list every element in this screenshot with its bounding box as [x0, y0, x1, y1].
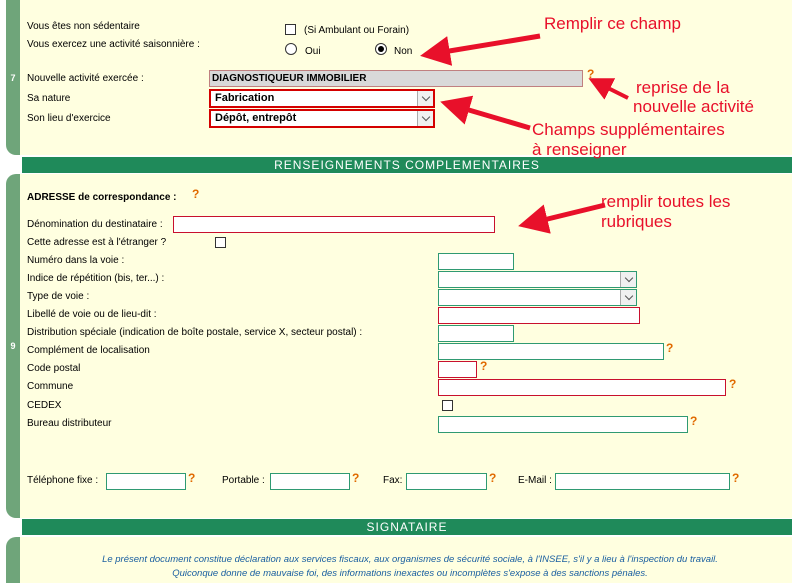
annotation-champs-2: à renseigner	[532, 140, 627, 159]
type-voie-select[interactable]	[438, 289, 637, 306]
nature-select-value: Fabrication	[215, 92, 275, 104]
nature-label: Sa nature	[27, 93, 71, 104]
annotation-reprise-1: reprise de la	[636, 78, 730, 97]
commune-input[interactable]	[438, 379, 726, 396]
complement-help-icon[interactable]: ?	[666, 341, 674, 355]
commune-help-icon[interactable]: ?	[729, 377, 737, 391]
numero-label: Numéro dans la voie :	[27, 255, 125, 266]
code-postal-help-icon[interactable]: ?	[480, 359, 488, 373]
lieu-select-value: Dépôt, entrepôt	[215, 112, 297, 124]
fax-help-icon[interactable]: ?	[489, 471, 497, 485]
denomination-label: Dénomination du destinataire :	[27, 219, 163, 230]
activite-field: DIAGNOSTIQUEUR IMMOBILIER	[209, 70, 583, 87]
bureau-help-icon[interactable]: ?	[690, 414, 698, 428]
libelle-label: Libellé de voie ou de lieu-dit :	[27, 309, 157, 320]
bureau-label: Bureau distributeur	[27, 418, 112, 429]
signataire-side	[6, 537, 20, 583]
chevron-down-icon	[620, 272, 636, 287]
cedex-checkbox[interactable]	[442, 400, 453, 411]
indice-select[interactable]	[438, 271, 637, 288]
section-9-number: 9	[6, 174, 20, 518]
oui-label: Oui	[305, 46, 321, 57]
signataire-banner: SIGNATAIRE	[22, 519, 792, 535]
adresse-title: ADRESSE de correspondance :	[27, 192, 177, 203]
email-label: E-Mail :	[518, 475, 552, 486]
chevron-down-icon	[620, 290, 636, 305]
saisonniere-oui-radio[interactable]	[285, 43, 297, 55]
legal-line-1: Le présent document constitue déclaration aux services fiscaux, aux organismes de sécurité sociale, à l'INSEE, s'il y a lieu à l'inspection du travail.	[102, 554, 718, 565]
annotation-rubriques-1: remplir toutes les	[601, 192, 731, 211]
adresse-help-icon[interactable]: ?	[192, 187, 200, 201]
commune-label: Commune	[27, 381, 74, 392]
telephone-input[interactable]	[106, 473, 186, 490]
non-label: Non	[394, 46, 413, 57]
lieu-label: Son lieu d'exercice	[27, 113, 111, 124]
etranger-checkbox[interactable]	[215, 237, 226, 248]
type-voie-label: Type de voie :	[27, 291, 90, 302]
annotation-remplir: Remplir ce champ	[544, 14, 681, 33]
chevron-down-icon	[417, 91, 433, 106]
chevron-down-icon	[417, 111, 433, 126]
section-7-number: 7	[6, 0, 20, 155]
non-sedentaire-checkbox[interactable]	[285, 24, 296, 35]
portable-help-icon[interactable]: ?	[352, 471, 360, 485]
code-postal-label: Code postal	[27, 363, 81, 374]
activite-help-icon[interactable]: ?	[587, 67, 595, 81]
non-sedentaire-option: (Si Ambulant ou Forain)	[304, 25, 410, 36]
libelle-input[interactable]	[438, 307, 640, 324]
fax-input[interactable]	[406, 473, 487, 490]
telephone-help-icon[interactable]: ?	[188, 471, 196, 485]
email-input[interactable]	[555, 473, 730, 490]
denomination-input[interactable]	[173, 216, 495, 233]
renseignements-banner: RENSEIGNEMENTS COMPLEMENTAIRES	[22, 157, 792, 173]
legal-line-2: Quiconque donne de mauvaise foi, des informations inexactes ou incomplètes s'expose à des sanctions pénales.	[172, 568, 648, 579]
fax-label: Fax:	[383, 475, 403, 486]
portable-label: Portable :	[222, 475, 265, 486]
annotation-champs-1: Champs supplémentaires	[532, 120, 725, 139]
lieu-select[interactable]	[209, 109, 435, 128]
annotation-rubriques-2: rubriques	[601, 212, 672, 231]
indice-label: Indice de répétition (bis, ter...) :	[27, 273, 165, 284]
telephone-label: Téléphone fixe :	[27, 475, 99, 486]
email-help-icon[interactable]: ?	[732, 471, 740, 485]
saisonniere-label: Vous exercez une activité saisonnière :	[27, 39, 200, 50]
bureau-input[interactable]	[438, 416, 688, 433]
etranger-label: Cette adresse est à l'étranger ?	[27, 237, 167, 248]
saisonniere-non-radio[interactable]	[375, 43, 387, 55]
distribution-label: Distribution spéciale (indication de boîte postale, service X, secteur postal) :	[27, 327, 363, 338]
nature-select[interactable]	[209, 89, 435, 108]
numero-input[interactable]	[438, 253, 514, 270]
non-sedentaire-label: Vous êtes non sédentaire	[27, 21, 140, 32]
cedex-label: CEDEX	[27, 400, 62, 411]
complement-input[interactable]	[438, 343, 664, 360]
code-postal-input[interactable]	[438, 361, 477, 378]
portable-input[interactable]	[270, 473, 350, 490]
annotation-reprise-2: nouvelle activité	[633, 97, 754, 116]
activite-label: Nouvelle activité exercée :	[27, 73, 144, 84]
complement-label: Complément de localisation	[27, 345, 150, 356]
distribution-input[interactable]	[438, 325, 514, 342]
